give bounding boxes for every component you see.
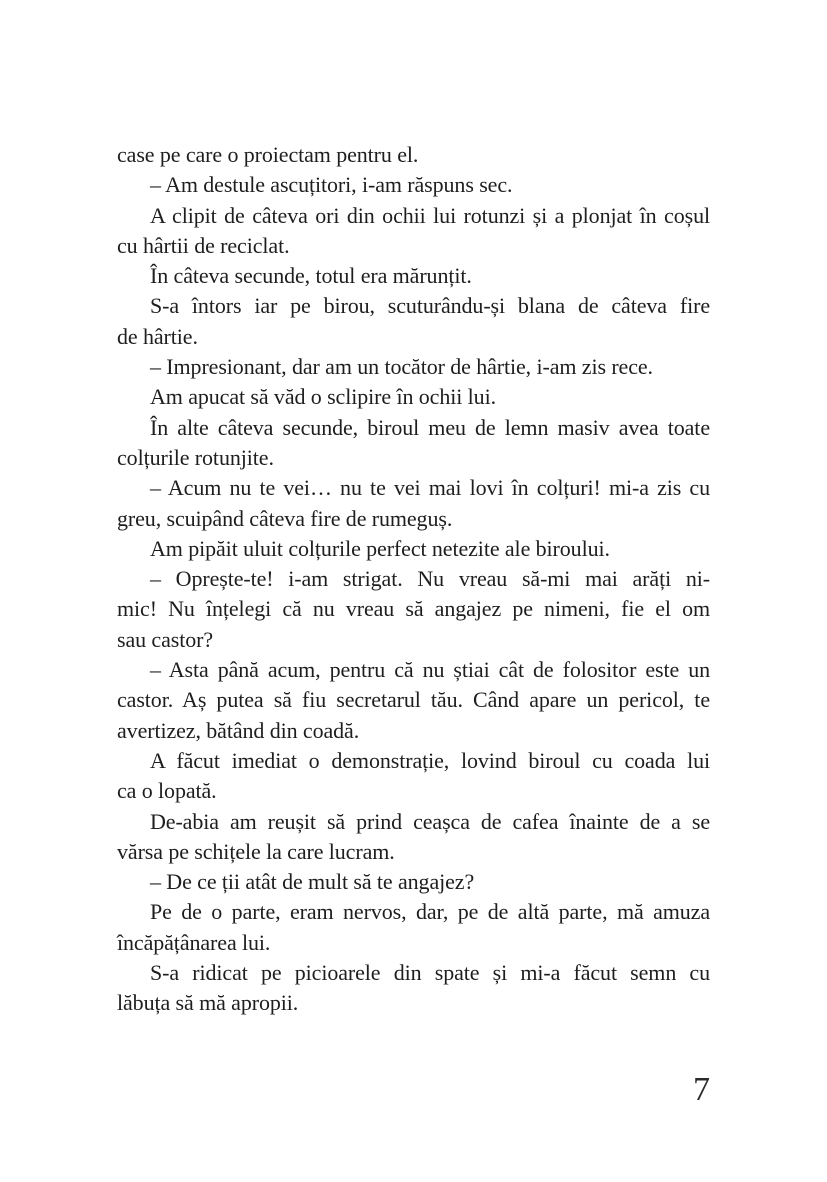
text-line: De-abia am reușit să prind ceașca de cafea înainte de a se bbox=[150, 808, 710, 834]
text-line: castor. Aș putea să fiu secretarul tău. Când apare un pericol, te bbox=[117, 687, 710, 713]
page-text bbox=[117, 140, 710, 1019]
paragraph bbox=[117, 655, 710, 746]
paragraph bbox=[117, 291, 710, 352]
paragraph bbox=[117, 352, 710, 382]
text-line: – Am destule ascuțitori, i-am răspuns sec. bbox=[150, 172, 513, 198]
text-line: S-a întors iar pe birou, scuturându-și blana de câteva fire bbox=[150, 293, 710, 319]
text-line: cu hârtii de reciclat. bbox=[117, 232, 290, 258]
text-line: S-a ridicat pe picioarele din spate și mi-a făcut semn cu bbox=[150, 960, 710, 986]
text-line: de hârtie. bbox=[117, 323, 198, 349]
text-line: În alte câteva secunde, biroul meu de lemn masiv avea toate bbox=[150, 414, 710, 440]
text-line: vărsa pe schițele la care lucram. bbox=[117, 838, 395, 864]
text-line: ca o lopată. bbox=[117, 778, 217, 804]
paragraph bbox=[117, 473, 710, 534]
text-line: lăbuța să mă apropii. bbox=[117, 990, 299, 1016]
text-line: – Impresionant, dar am un tocător de hârtie, i-am zis rece. bbox=[150, 354, 653, 380]
text-line: Am apucat să văd o sclipire în ochii lui. bbox=[150, 384, 496, 410]
paragraph bbox=[117, 201, 710, 262]
text-line: Am pipăit uluit colțurile perfect netezite ale biroului. bbox=[150, 535, 610, 561]
paragraph bbox=[117, 170, 710, 200]
text-line: sau castor? bbox=[117, 626, 214, 652]
paragraph bbox=[117, 807, 710, 868]
paragraph bbox=[117, 867, 710, 897]
paragraph bbox=[117, 382, 710, 412]
page-number: 7 bbox=[693, 1071, 710, 1108]
text-line: A făcut imediat o demonstrație, lovind biroul cu coada lui bbox=[150, 747, 710, 773]
text-line: greu, scuipând câteva fire de rumeguș. bbox=[117, 505, 453, 531]
text-line: – Oprește-te! i-am strigat. Nu vreau să-mi mai arăți ni- bbox=[150, 566, 710, 592]
paragraph bbox=[117, 958, 710, 1019]
paragraph bbox=[117, 897, 710, 958]
text-line: case pe care o proiectam pentru el. bbox=[117, 142, 419, 167]
text-line: – Acum nu te vei… nu te vei mai lovi în colțuri! mi-a zis cu bbox=[150, 475, 710, 501]
text-line: A clipit de câteva ori din ochii lui rotunzi și a plonjat în coșul bbox=[150, 202, 710, 228]
text-line: mic! Nu înțelegi că nu vreau să angajez pe nimeni, fie el om bbox=[117, 596, 710, 622]
paragraph bbox=[117, 413, 710, 474]
text-line: Pe de o parte, eram nervos, dar, pe de altă parte, mă amuza bbox=[150, 899, 710, 925]
text-line: avertizez, bătând din coadă. bbox=[117, 717, 360, 743]
text-line: încăpățânarea lui. bbox=[117, 929, 271, 955]
paragraph bbox=[117, 564, 710, 655]
paragraph bbox=[117, 534, 710, 564]
text-line: În câteva secunde, totul era mărunțit. bbox=[150, 263, 472, 289]
paragraph bbox=[117, 140, 710, 170]
paragraph bbox=[117, 746, 710, 807]
text-line: – De ce ții atât de mult să te angajez? bbox=[150, 869, 475, 895]
paragraph bbox=[117, 261, 710, 291]
text-line: – Asta până acum, pentru că nu știai cât de folositor este un bbox=[150, 657, 710, 683]
text-line: colțurile rotunjite. bbox=[117, 444, 274, 470]
